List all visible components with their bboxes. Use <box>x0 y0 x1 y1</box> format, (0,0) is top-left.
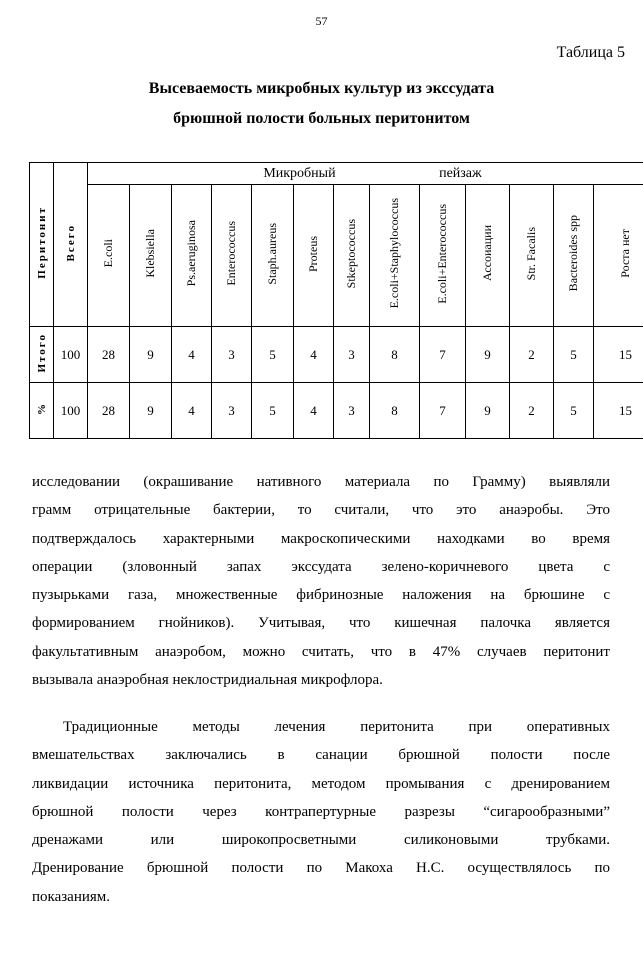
table-title-line-1: Высеваемость микробных культур из экссудата <box>148 80 495 97</box>
column-header-label: E.coli+Enterococcus <box>435 203 449 304</box>
table-cell: 7 <box>420 383 466 439</box>
text-line: ликвидации источника перитонита, методом промывания с дренированием <box>32 775 610 792</box>
text-line: операции (зловонный запах экссудата зелено-коричневого цвета с <box>32 558 610 575</box>
table-cell: 3 <box>334 383 370 439</box>
table-cell: 28 <box>88 383 130 439</box>
column-header-label: E.coli+Staphylococcus <box>387 198 401 309</box>
table-cell: 4 <box>172 327 212 383</box>
column-header <box>420 185 466 327</box>
column-header-label: Staph.aureus <box>265 222 279 285</box>
total-header-label: Всего <box>64 223 77 262</box>
table-cell: 15 <box>594 327 643 383</box>
table-row <box>30 383 643 439</box>
table-cell: 4 <box>172 383 212 439</box>
row-label: Итого <box>35 332 48 373</box>
column-header <box>252 185 294 327</box>
table-row <box>30 327 643 383</box>
column-header-label: Str. Facalis <box>524 226 538 281</box>
table-cell: 9 <box>130 327 172 383</box>
total-header-cell <box>54 163 88 327</box>
table-cell: 3 <box>212 327 252 383</box>
table-cell: 2 <box>510 383 554 439</box>
column-header-label: Stkeptococcus <box>344 218 358 289</box>
row-header-cell <box>30 163 54 327</box>
table-label: Таблица 5 <box>556 44 625 61</box>
column-header-row <box>30 185 643 327</box>
column-header <box>510 185 554 327</box>
total-cell: 100 <box>54 327 88 383</box>
table-cell: 28 <box>88 327 130 383</box>
text-line: Традиционные методы лечения перитонита при оперативных <box>63 719 610 735</box>
row-header-label: Перитонит <box>35 206 48 279</box>
column-header <box>334 185 370 327</box>
table-cell: 7 <box>420 327 466 383</box>
text-line: факультативным анаэробом, можно считать, что в 47% случаев перитонит <box>32 643 610 660</box>
row-label-cell <box>30 383 54 439</box>
table-cell: 5 <box>554 383 594 439</box>
column-header <box>88 185 130 327</box>
paragraph-1 <box>32 468 610 694</box>
column-header-label: Klebsiella <box>143 229 157 278</box>
column-header <box>212 185 252 327</box>
column-header-label: Роста нет <box>618 229 632 278</box>
column-header-label: Ассоиации <box>480 225 494 282</box>
table-cell: 3 <box>212 383 252 439</box>
table-cell: 5 <box>252 327 294 383</box>
table-cell: 4 <box>294 327 334 383</box>
row-label-cell <box>30 327 54 383</box>
table-title-line-2: брюшной полости больных перитонитом <box>173 110 470 127</box>
column-header <box>172 185 212 327</box>
column-header <box>130 185 172 327</box>
table-cell: 8 <box>370 383 420 439</box>
column-header <box>554 185 594 327</box>
text-line: грамм отрицательные бактерии, то считали, что это анаэробы. Это <box>32 502 610 519</box>
group-header <box>88 163 643 185</box>
table-cell: 15 <box>594 383 643 439</box>
page-number: 57 <box>315 14 328 28</box>
row-label: % <box>35 402 48 415</box>
table-cell: 2 <box>510 327 554 383</box>
total-cell: 100 <box>54 383 88 439</box>
text-line: брюшной полости через контрапертурные разрезы “сигарообразными” <box>32 803 610 820</box>
table-cell: 4 <box>294 383 334 439</box>
column-header <box>370 185 420 327</box>
paragraph-2 <box>32 713 610 911</box>
group-header-word-1: Микробный <box>263 165 336 181</box>
column-header <box>466 185 510 327</box>
column-header-label: E.coli <box>101 239 115 268</box>
text-line: вмешательствах заключались в санации брюшной полости после <box>32 747 610 764</box>
table-cell: 5 <box>554 327 594 383</box>
table-cell: 9 <box>130 383 172 439</box>
text-line: пузырьками газа, множественные фибринозные наложения на брюшине с <box>32 587 610 604</box>
column-header-label: Ps.aeruginosa <box>184 220 198 287</box>
microbial-table <box>29 162 643 439</box>
group-header-word-2: пейзаж <box>439 165 482 181</box>
text-line: дренажами или широкопросветными силиконовыми трубками. <box>32 832 610 849</box>
column-header-label: Enterococcus <box>224 221 238 286</box>
text-line: показаниям. <box>32 888 111 905</box>
table-cell: 9 <box>466 327 510 383</box>
text-line: исследовании (окрашивание нативного материала по Грамму) выявляли <box>32 474 610 490</box>
column-header <box>594 185 643 327</box>
column-header <box>294 185 334 327</box>
column-header-label: Bacteroides spp <box>566 215 580 292</box>
text-line: Дренирование брюшной полости по Макоха Н.С. осуществлялось по <box>32 860 610 877</box>
table-cell: 9 <box>466 383 510 439</box>
text-line: формированием гнойников). Учитывая, что кишечная палочка является <box>32 615 610 632</box>
text-line: вызывала анаэробная неклостридиальная микрофлора. <box>32 672 383 689</box>
text-line: подтверждалось характерными макроскопическими находками во время <box>32 530 610 547</box>
table-cell: 8 <box>370 327 420 383</box>
column-header-label: Proteus <box>306 235 320 272</box>
table-cell: 3 <box>334 327 370 383</box>
table-cell: 5 <box>252 383 294 439</box>
